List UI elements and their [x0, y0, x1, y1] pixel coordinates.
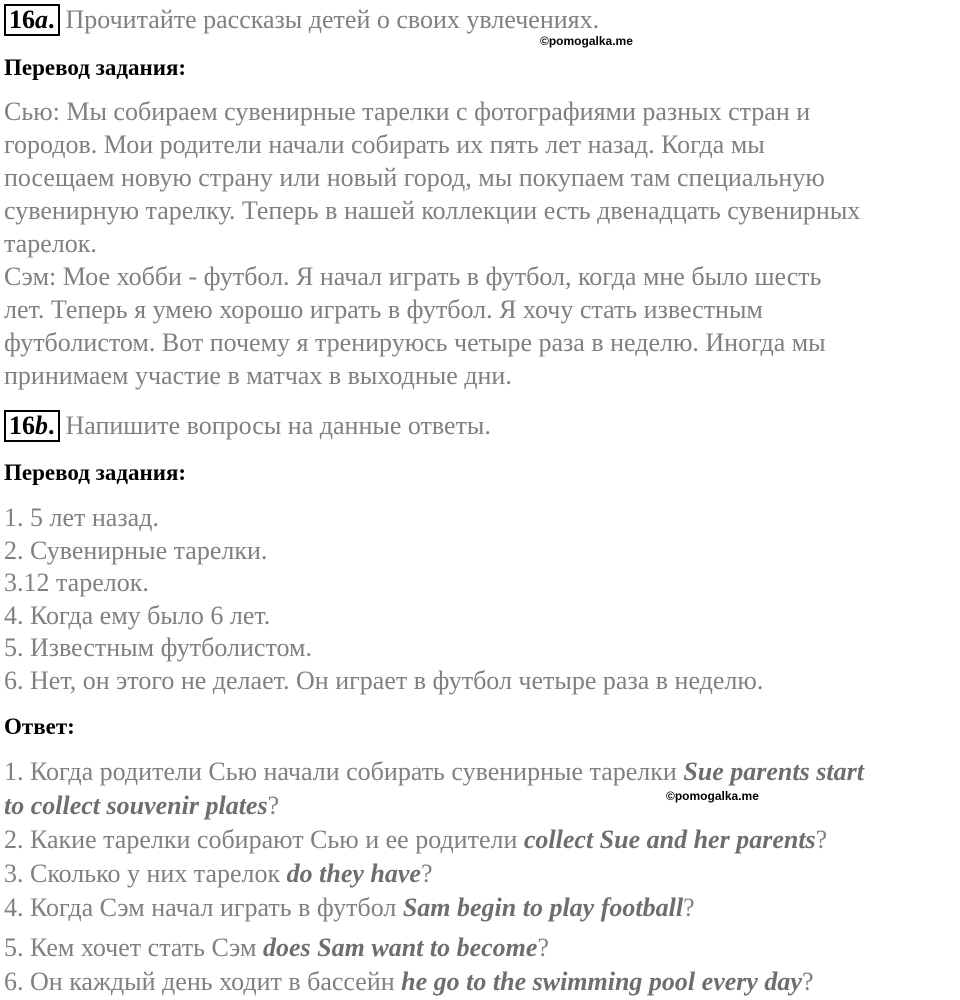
paragraph-line: сувенирную тарелку. Теперь в нашей коллекции есть двенадцать сувенирных: [4, 196, 861, 225]
list-item: 6. Нет, он этого не делает. Он играет в футбол четыре раза в неделю.: [4, 665, 764, 695]
answer-line: 3. Сколько у них тарелок do they have?: [4, 859, 433, 888]
paragraph-line: Сэм: Мое хобби - футбол. Я начал играть в футбол, когда мне было шесть: [4, 262, 822, 291]
answer-line: to collect souvenir plates?: [4, 791, 280, 820]
paragraph-line: лет. Теперь я умею хорошо играть в футбол. Я хочу стать известным: [4, 295, 763, 324]
answer-line: 5. Кем хочет стать Сэм does Sam want to become?: [4, 933, 549, 962]
answer-line: 6. Он каждый день ходит в бассейн he go to the swimming pool every day?: [4, 967, 814, 996]
paragraph-line: футболистом. Вот почему я тренируюсь четыре раза в неделю. Иногда мы: [4, 328, 826, 357]
paragraph-line: посещаем новую страну или новый город, мы покупаем там специальную: [4, 163, 825, 192]
list-item: 2. Сувенирные тарелки.: [4, 535, 268, 565]
watermark: ©pomogalka.me: [540, 34, 633, 48]
paragraph-line: Сью: Мы собираем сувенирные тарелки с фотографиями разных стран и: [4, 97, 811, 126]
list-item: 1. 5 лет назад.: [4, 503, 159, 532]
list-item: 4. Когда ему было 6 лет.: [4, 600, 271, 630]
task-number-box: 16a.: [4, 4, 60, 36]
answer-line: 4. Когда Сэм начал играть в футбол Sam begin to play football?: [4, 893, 695, 922]
watermark: ©pomogalka.me: [666, 789, 759, 803]
task-instruction: Напишите вопросы на данные ответы.: [65, 411, 491, 440]
task-16a: [4, 3, 599, 36]
task-number-box: 16b.: [4, 410, 60, 442]
section-heading-answer: Ответ:: [4, 714, 75, 739]
paragraph-line: тарелок.: [4, 229, 97, 258]
task-16b: [4, 409, 491, 442]
story-paragraph: [4, 95, 956, 392]
section-heading-translation: Перевод задания:: [4, 460, 187, 485]
answer-line: 1. Когда родители Сью начали собирать сувенирные тарелки Sue parents start: [4, 757, 864, 786]
paragraph-line: городов. Мои родители начали собирать их пять лет назад. Когда мы: [4, 130, 765, 159]
answers-list: [4, 502, 763, 697]
list-item: 3.12 тарелок.: [4, 568, 149, 597]
task-instruction: Прочитайте рассказы детей о своих увлечениях.: [65, 5, 600, 34]
paragraph-line: принимаем участие в матчах в выходные дни.: [4, 361, 512, 390]
section-heading-translation: Перевод задания:: [4, 55, 187, 80]
list-item: 5. Известным футболистом.: [4, 633, 312, 662]
answer-line: 2. Какие тарелки собирают Сью и ее родители collect Sue and her parents?: [4, 825, 828, 854]
